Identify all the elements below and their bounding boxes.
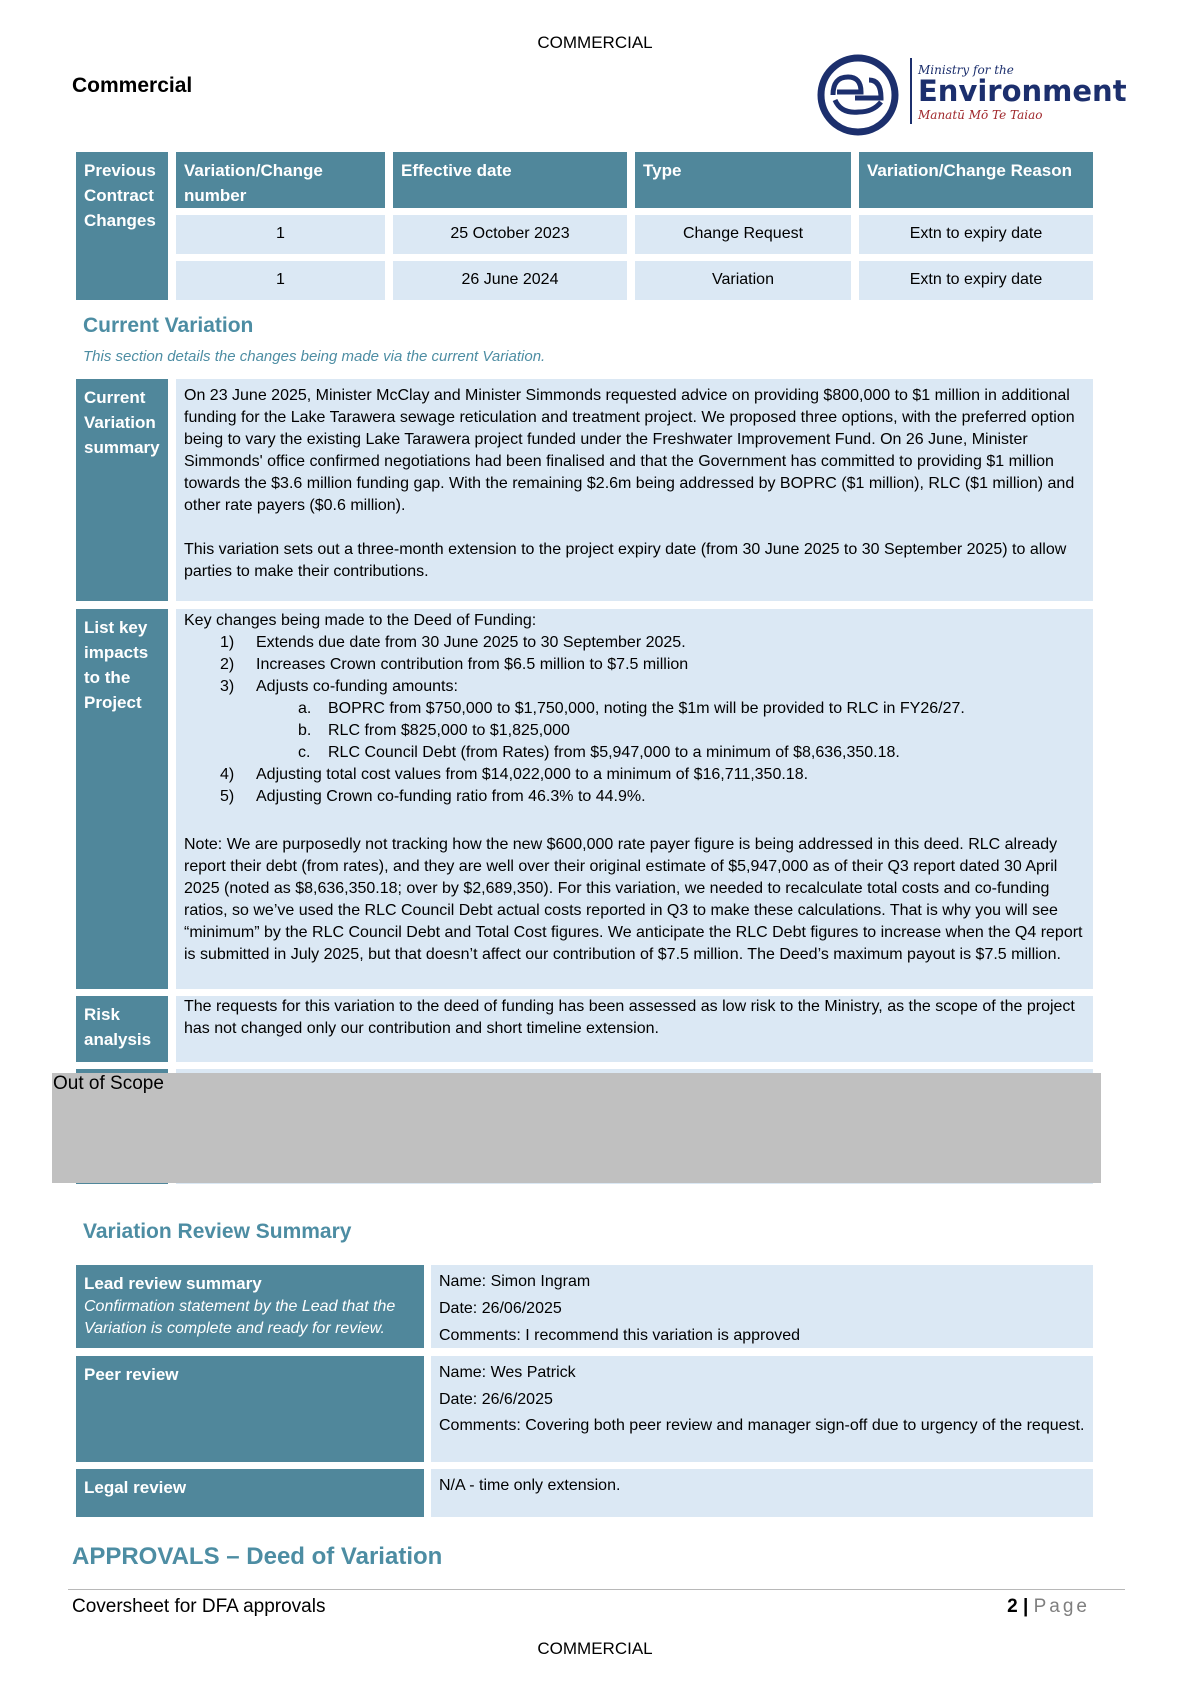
list-item: a. BOPRC from $750,000 to $1,750,000, noting the $1m will be provided to RLC in FY26/27. <box>298 700 965 717</box>
approvals-heading: APPROVALS – Deed of Variation <box>72 1543 443 1570</box>
list-item: 1) Extends due date from 30 June 2025 to 30 September 2025. <box>220 634 686 651</box>
classification-bottom: COMMERCIAL <box>537 1639 653 1658</box>
list-item: 3) Adjusts co-funding amounts: <box>220 678 458 695</box>
list-item: 2) Increases Crown contribution from $6.5 million to $7.5 million <box>220 656 689 673</box>
peer-review-cell <box>431 1356 1093 1462</box>
list-item: 5) Adjusting Crown co-funding ratio from 46.3% to 44.9%. <box>220 788 646 805</box>
logo-line2: Environment <box>918 74 1127 108</box>
table-cell: Extn to expiry date <box>859 261 1093 300</box>
table-cell: Variation <box>635 261 851 300</box>
lead-review-cell <box>431 1265 1093 1348</box>
summary-label: Current Variation summary <box>76 379 168 601</box>
summary-paragraph-1: On 23 June 2025, Minister McClay and Minister Simmonds requested advice on providing $800,000 to $1 million in additional funding for the Lake Tarawera sewage reticulation and treatment project. We proposed three options, with the preferred option being to vary the existing Lake Tarawera project funded under the Freshwater Improvement Fund. On 26 June, Minister Simmonds' office confirmed negotiations had been finalised and that the Government has committed to providing $1 million towards the $3.6 million funding gap. With the remaining $2.6m being addressed by BOPRC ($1 million), RLC ($1 million) and other rate payers ($0.6 million). <box>184 387 1075 514</box>
review-heading: Variation Review Summary <box>83 1220 352 1243</box>
summary-cell <box>176 379 1093 601</box>
col-header-reason: Variation/Change Reason <box>859 152 1093 208</box>
peer-date: Date: 26/6/2025 <box>439 1391 553 1408</box>
redaction-label: Out of Scope <box>53 1073 164 1094</box>
lead-comments: Comments: I recommend this variation is approved <box>439 1327 801 1344</box>
lead-date: Date: 26/06/2025 <box>439 1300 562 1317</box>
note-text: We are purposedly not tracking how the new $600,000 rate payer figure is being addressed in this deed. RLC already report their debt (from rates), and they are well over their original estimate of $5,947,000 as of their Q3 report dated 30 April 2025 (noted as $8,636,350.18; over by $2,689,350). For this variation, we needed to recalculate total costs and co-funding ratios, so we’ve used the RLC Council Debt actual costs reported in Q3 to make these calculations. That is why you will see “minimum” by the RLC Council Debt and Total Cost figures. We anticipate the RLC Debt figures to increase when the Q4 report is submitted in July 2025, but that doesn’t affect our contribution of $7.5 million. The Deed’s maximum payout is $7.5 million. <box>184 836 1083 963</box>
logo-line1: Ministry for the <box>918 63 1014 77</box>
current-variation-heading: Current Variation <box>83 314 254 337</box>
col-header-number: Variation/Change number <box>176 152 385 208</box>
legal-review-text: N/A - time only extension. <box>431 1469 1093 1517</box>
col-header-date: Effective date <box>393 152 627 208</box>
peer-name: Name: Wes Patrick <box>439 1364 576 1381</box>
footer-left: Coversheet for DFA approvals <box>72 1596 326 1617</box>
lead-review-subtext: Confirmation statement by the Lead that the Variation is complete and ready for review. <box>84 1298 396 1337</box>
page-number: 2 | Page <box>1007 1596 1090 1617</box>
ministry-logo <box>815 52 1127 138</box>
note-label: Note: <box>184 836 223 853</box>
lead-review-label: Lead review summary Confirmation statement by the Lead that the Variation is complete and ready for review. <box>76 1265 424 1348</box>
footer-divider <box>68 1589 1125 1590</box>
table-cell: 25 October 2023 <box>393 215 627 254</box>
table-cell: 1 <box>176 215 385 254</box>
table-cell: Extn to expiry date <box>859 215 1093 254</box>
impacts-note <box>184 834 1085 966</box>
peer-review-label: Peer review <box>76 1356 424 1462</box>
classification-top: COMMERCIAL <box>537 33 653 52</box>
list-item: 4) Adjusting total cost values from $14,022,000 to a minimum of $16,711,350.18. <box>220 766 809 783</box>
impacts-intro: Key changes being made to the Deed of Funding: <box>184 612 537 629</box>
ministry-emblem-icon <box>815 52 901 138</box>
table-cell: Change Request <box>635 215 851 254</box>
legal-review-label: Legal review <box>76 1469 424 1517</box>
risk-label: Risk analysis <box>76 996 168 1062</box>
summary-paragraph-2: This variation sets out a three-month extension to the project expiry date (from 30 June 2025 to 30 September 2025) to allow parties to make their contributions. <box>184 541 1067 580</box>
table-cell: 26 June 2024 <box>393 261 627 300</box>
impacts-cell <box>176 609 1093 989</box>
redaction-box <box>52 1073 1101 1183</box>
risk-text: The requests for this variation to the deed of funding has been assessed as low risk to the Ministry, as the scope of the project has not changed only our contribution and short timeline extension. <box>176 996 1093 1062</box>
impacts-label: List key impacts to the Project <box>76 609 168 989</box>
previous-changes-label: Previous Contract Changes <box>76 152 168 300</box>
current-variation-subheading: This section details the changes being made via the current Variation. <box>83 348 546 365</box>
table-cell: 1 <box>176 261 385 300</box>
col-header-type: Type <box>635 152 851 208</box>
list-item: b. RLC from $825,000 to $1,825,000 <box>298 722 570 739</box>
list-item: c. RLC Council Debt (from Rates) from $5,947,000 to a minimum of $8,636,350.18. <box>298 744 900 761</box>
header-title: Commercial <box>72 74 193 97</box>
logo-line3: Manatū Mō Te Taiao <box>918 108 1043 122</box>
lead-name: Name: Simon Ingram <box>439 1273 591 1290</box>
peer-comments: Comments: Covering both peer review and manager sign-off due to urgency of the request. <box>439 1417 1085 1434</box>
